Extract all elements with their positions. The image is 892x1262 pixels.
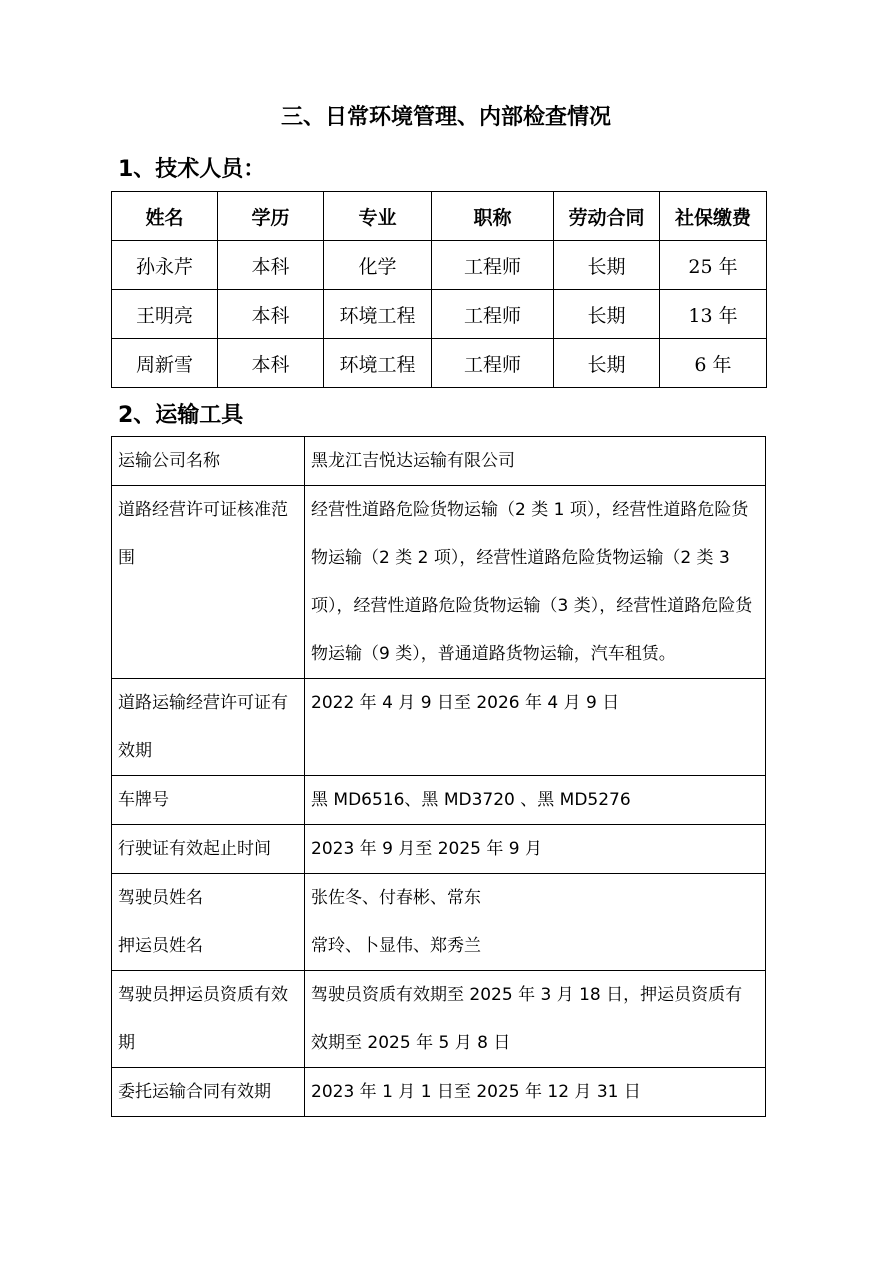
- cell-title: 工程师: [432, 290, 554, 339]
- cell-social-security: 25 年: [660, 241, 767, 290]
- table-row: [112, 437, 766, 486]
- header-name: 姓名: [112, 192, 218, 241]
- transport-table: [111, 436, 766, 1117]
- cell-education: 本科: [218, 290, 324, 339]
- value-escort-names: 常玲、卜显伟、郑秀兰: [311, 936, 481, 956]
- header-education: 学历: [218, 192, 324, 241]
- cell-name: 孙永芹: [112, 241, 218, 290]
- cell-name: 王明亮: [112, 290, 218, 339]
- label-personnel: [112, 874, 305, 971]
- table-row: [112, 486, 766, 679]
- table-row: [112, 290, 767, 339]
- staff-table: [111, 191, 767, 388]
- cell-title: 工程师: [432, 241, 554, 290]
- section-heading-transport: 2、运输工具: [118, 403, 244, 428]
- header-social-security: 社保缴费: [660, 192, 767, 241]
- label-registration-validity: 行驶证有效起止时间: [112, 825, 305, 874]
- label-contract-validity: 委托运输合同有效期: [112, 1068, 305, 1117]
- value-contract-validity: 2023 年 1 月 1 日至 2025 年 12 月 31 日: [305, 1068, 766, 1117]
- staff-table-header-row: [112, 192, 767, 241]
- table-row: [112, 241, 767, 290]
- cell-contract: 长期: [554, 290, 660, 339]
- cell-contract: 长期: [554, 241, 660, 290]
- value-registration-validity: 2023 年 9 月至 2025 年 9 月: [305, 825, 766, 874]
- table-row: [112, 825, 766, 874]
- cell-major: 环境工程: [324, 290, 432, 339]
- label-license-scope: 道路经营许可证核准范围: [112, 486, 305, 679]
- label-plate-numbers: 车牌号: [112, 776, 305, 825]
- value-license-scope: 经营性道路危险货物运输（2 类 1 项），经营性道路危险货物运输（2 类 2 项），经营性道路危险货物运输（2 类 3 项），经营性道路危险货物运输（3 类），经营性道路危险货物运输（9 类），普通道路货物运输，汽车租赁。: [305, 486, 766, 679]
- table-row: [112, 776, 766, 825]
- table-row: [112, 679, 766, 776]
- value-company: 黑龙江吉悦达运输有限公司: [305, 437, 766, 486]
- table-row: [112, 339, 767, 388]
- cell-major: 化学: [324, 241, 432, 290]
- value-personnel: [305, 874, 766, 971]
- table-row: [112, 1068, 766, 1117]
- cell-education: 本科: [218, 241, 324, 290]
- cell-social-security: 13 年: [660, 290, 767, 339]
- label-escort-names: 押运员姓名: [118, 936, 203, 956]
- cell-social-security: 6 年: [660, 339, 767, 388]
- value-driver-names: 张佐冬、付春彬、常东: [311, 888, 481, 908]
- label-license-validity: 道路运输经营许可证有效期: [112, 679, 305, 776]
- header-title: 职称: [432, 192, 554, 241]
- cell-contract: 长期: [554, 339, 660, 388]
- label-qualification-validity: 驾驶员押运员资质有效期: [112, 971, 305, 1068]
- table-row: [112, 971, 766, 1068]
- header-major: 专业: [324, 192, 432, 241]
- label-company: 运输公司名称: [112, 437, 305, 486]
- section-heading-staff: 1、技术人员：: [118, 157, 266, 182]
- cell-education: 本科: [218, 339, 324, 388]
- header-contract: 劳动合同: [554, 192, 660, 241]
- value-plate-numbers: 黑 MD6516、黑 MD3720 、黑 MD5276: [305, 776, 766, 825]
- value-qualification-validity: 驾驶员资质有效期至 2025 年 3 月 18 日，押运员资质有效期至 2025 年 5 月 8 日: [305, 971, 766, 1068]
- cell-title: 工程师: [432, 339, 554, 388]
- cell-major: 环境工程: [324, 339, 432, 388]
- value-license-validity: 2022 年 4 月 9 日至 2026 年 4 月 9 日: [305, 679, 766, 776]
- page-title: 三、日常环境管理、内部检查情况: [280, 105, 611, 130]
- cell-name: 周新雪: [112, 339, 218, 388]
- table-row: [112, 874, 766, 971]
- label-driver-names: 驾驶员姓名: [118, 888, 203, 908]
